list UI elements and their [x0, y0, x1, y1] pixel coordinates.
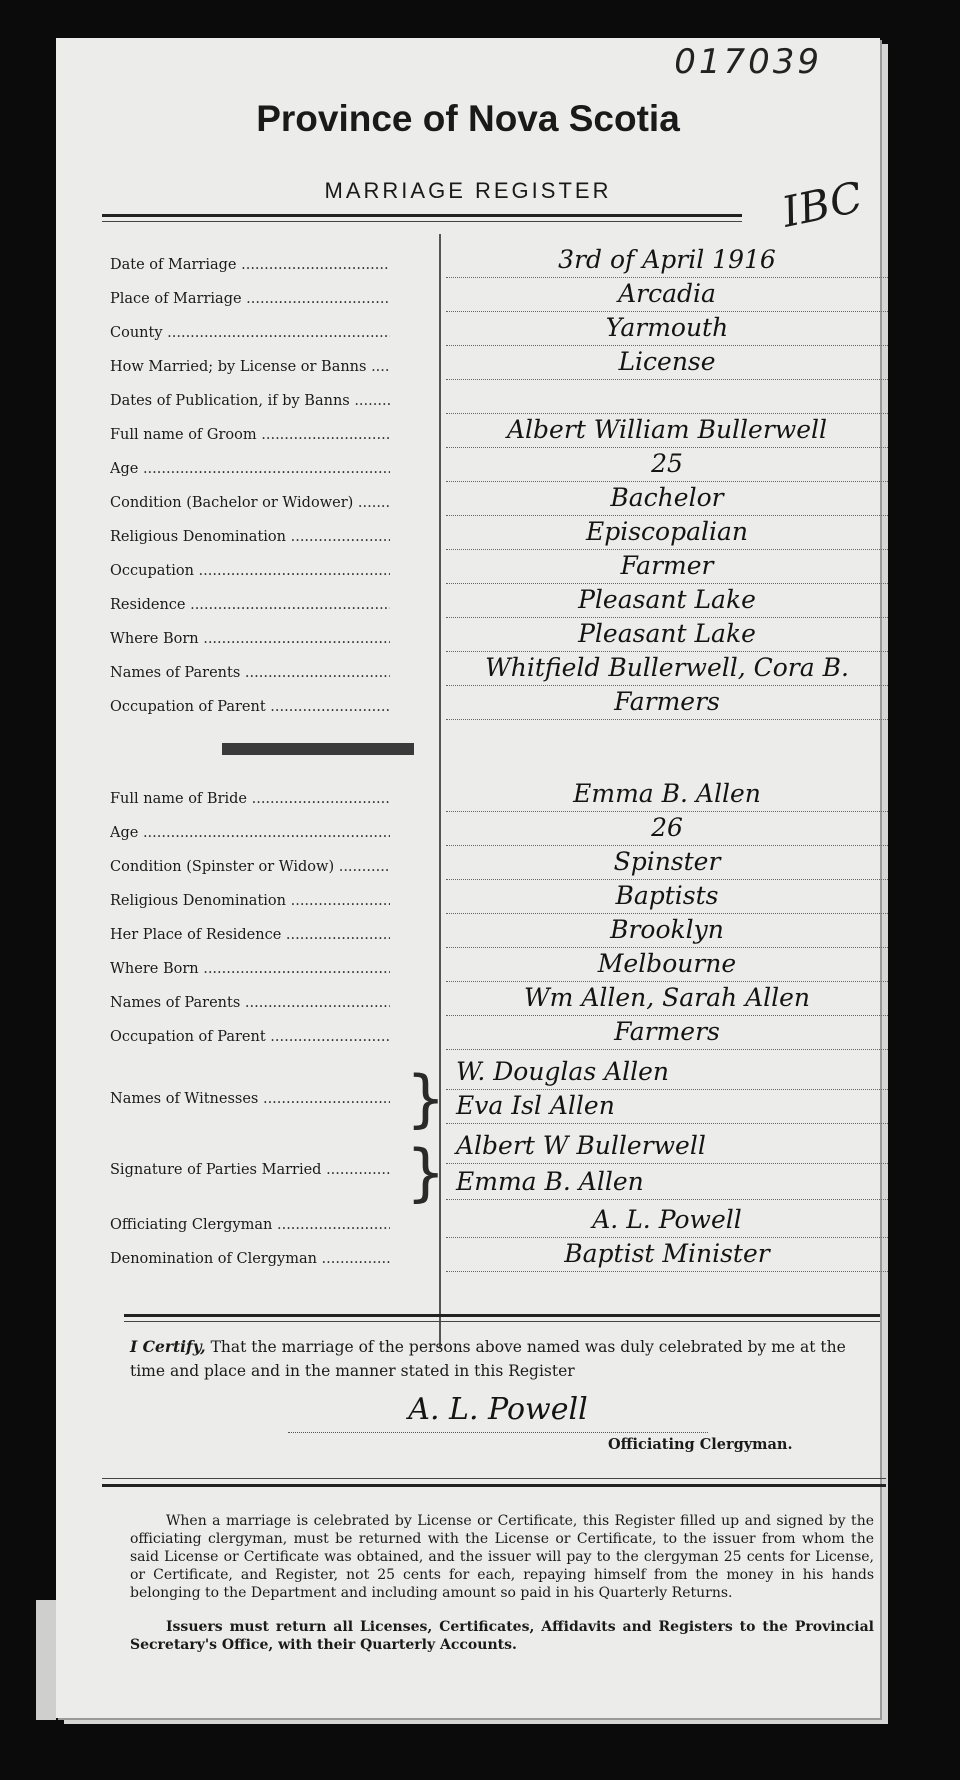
notice-rule-thin [102, 1478, 886, 1479]
witness-2-value: Eva Isl Allen [446, 1089, 888, 1124]
bride-field-row [110, 948, 888, 982]
bride-field-label: Names of Parents ..... [110, 995, 390, 1011]
notice-paragraph: When a marriage is celebrated by License or Certificate, this Register filled up and signed by the officiating clergyman, must be returned with the License or Certificate, to the issuer from whom the said License or Certificate was obtained, and the issuer will pay to the clergyman 25 cents for License, or Certificate, and Register, not 25 cents for each, repaying himself from the money in his hands belonging to the Department and including amount so paid in his Quarterly Returns. [130, 1513, 874, 1601]
bride-field-value: Farmers [446, 1015, 888, 1050]
certify-text: That the marriage of the persons above named was duly celebrated by me at the time and place and in the manner stated in this Register [130, 1338, 846, 1380]
officiating-signature: A. L. Powell [288, 1388, 708, 1433]
bride-field-row [110, 778, 888, 812]
groom-field-label: Dates of Publication, if by Banns ..... [110, 393, 390, 409]
groom-field-value: Farmer [446, 549, 888, 584]
bride-field-label: Religious Denomination ..... [110, 893, 390, 909]
clergy-field-label: Denomination of Clergyman ..... [110, 1251, 390, 1267]
groom-field-row [110, 346, 888, 380]
groom-field-row [110, 584, 888, 618]
groom-field-value: 3rd of April 1916 [446, 243, 888, 278]
groom-field-row [110, 312, 888, 346]
handwritten-initials: IBC [777, 172, 867, 237]
groom-field-label: How Married; by License or Banns ..... [110, 359, 390, 375]
groom-field-row [110, 414, 888, 448]
bride-field-row [110, 880, 888, 914]
parties-row-2 [110, 1162, 888, 1200]
clergy-field-row [110, 1204, 888, 1238]
bride-field-value: Baptists [446, 879, 888, 914]
groom-field-row [110, 380, 888, 414]
bride-field-row [110, 1016, 888, 1050]
certify-rule [124, 1314, 880, 1317]
groom-field-row [110, 244, 888, 278]
groom-field-value: Farmers [446, 685, 888, 720]
bride-field-row [110, 914, 888, 948]
witness-1-value: W. Douglas Allen [446, 1055, 888, 1090]
groom-field-value: License [446, 345, 888, 380]
groom-field-value: Bachelor [446, 481, 888, 516]
header-rule [102, 214, 742, 217]
notice-rule [102, 1484, 886, 1487]
clergy-field-row [110, 1238, 888, 1272]
bride-field-label: Full name of Bride ..... [110, 791, 390, 807]
witnesses-label: Names of Witnesses ..... [110, 1091, 390, 1107]
party-1-signature: Albert W Bullerwell [446, 1129, 888, 1164]
groom-field-row [110, 516, 888, 550]
groom-field-label: Residence ..... [110, 597, 390, 613]
bride-field-value: Melbourne [446, 947, 888, 982]
witness-row-1 [110, 1056, 888, 1090]
groom-field-value: Yarmouth [446, 311, 888, 346]
marriage-register-form [56, 38, 880, 1718]
groom-field-label: Place of Marriage ..... [110, 291, 390, 307]
parties-row-1 [110, 1130, 888, 1164]
register-title: MARRIAGE REGISTER [324, 178, 612, 203]
witnesses-brace: } [406, 1062, 446, 1135]
bride-field-label: Condition (Spinster or Widow) ..... [110, 859, 390, 875]
bride-field-row [110, 846, 888, 880]
groom-field-value: Arcadia [446, 277, 888, 312]
groom-field-value [446, 379, 888, 414]
clergy-field-value: A. L. Powell [446, 1203, 888, 1238]
groom-field-label: Occupation of Parent ..... [110, 699, 390, 715]
groom-field-row [110, 448, 888, 482]
bride-field-label: Her Place of Residence ..... [110, 927, 390, 943]
groom-field-row [110, 618, 888, 652]
groom-field-row [110, 686, 888, 720]
witness-row-2 [110, 1090, 888, 1124]
clergy-field-label: Officiating Clergyman ..... [110, 1217, 390, 1233]
groom-field-value: Pleasant Lake [446, 583, 888, 618]
bride-field-value: Spinster [446, 845, 888, 880]
issuers-paragraph: Issuers must return all Licenses, Certificates, Affidavits and Registers to the Provincial Secretary's Office, with their Quarterly Accounts. [130, 1619, 874, 1653]
groom-field-label: County ..... [110, 325, 390, 341]
bride-field-value: Brooklyn [446, 913, 888, 948]
groom-field-row [110, 482, 888, 516]
bride-field-row [110, 982, 888, 1016]
bride-field-value: 26 [446, 811, 888, 846]
groom-field-row [110, 550, 888, 584]
certify-rule-thin [124, 1321, 880, 1322]
party-2-signature: Emma B. Allen [446, 1165, 888, 1200]
bride-field-label: Where Born ..... [110, 961, 390, 977]
groom-field-label: Date of Marriage ..... [110, 257, 390, 273]
parties-brace: } [406, 1136, 446, 1209]
parties-label: Signature of Parties Married ..... [110, 1162, 390, 1178]
groom-field-label: Occupation ..... [110, 563, 390, 579]
groom-field-label: Names of Parents ..... [110, 665, 390, 681]
bride-field-label: Occupation of Parent ..... [110, 1029, 390, 1045]
province-title: Province of Nova Scotia [256, 98, 680, 139]
groom-field-label: Where Born ..... [110, 631, 390, 647]
groom-field-label: Religious Denomination ..... [110, 529, 390, 545]
groom-field-value: Albert William Bullerwell [446, 413, 888, 448]
certify-lead: I Certify, [130, 1337, 206, 1356]
groom-field-label: Full name of Groom ..... [110, 427, 390, 443]
groom-field-value: Pleasant Lake [446, 617, 888, 652]
certify-statement [130, 1335, 870, 1383]
groom-field-value: Episcopalian [446, 515, 888, 550]
groom-field-value: 25 [446, 447, 888, 482]
bride-field-label: Age ..... [110, 825, 390, 841]
groom-field-value: Whitfield Bullerwell, Cora B. [446, 651, 888, 686]
bride-field-value: Wm Allen, Sarah Allen [446, 981, 888, 1016]
bride-field-row [110, 812, 888, 846]
paper-edge [36, 1600, 56, 1720]
register-number: 017039 [674, 42, 822, 82]
groom-field-row [110, 278, 888, 312]
bride-section-bar [222, 743, 414, 755]
header-rule-thin [102, 221, 742, 222]
officiating-caption: Officiating Clergyman. [608, 1436, 793, 1453]
clergy-field-value: Baptist Minister [446, 1237, 888, 1272]
groom-field-label: Condition (Bachelor or Widower) ..... [110, 495, 390, 511]
groom-field-label: Age ..... [110, 461, 390, 477]
bride-field-value: Emma B. Allen [446, 777, 888, 812]
groom-field-row [110, 652, 888, 686]
